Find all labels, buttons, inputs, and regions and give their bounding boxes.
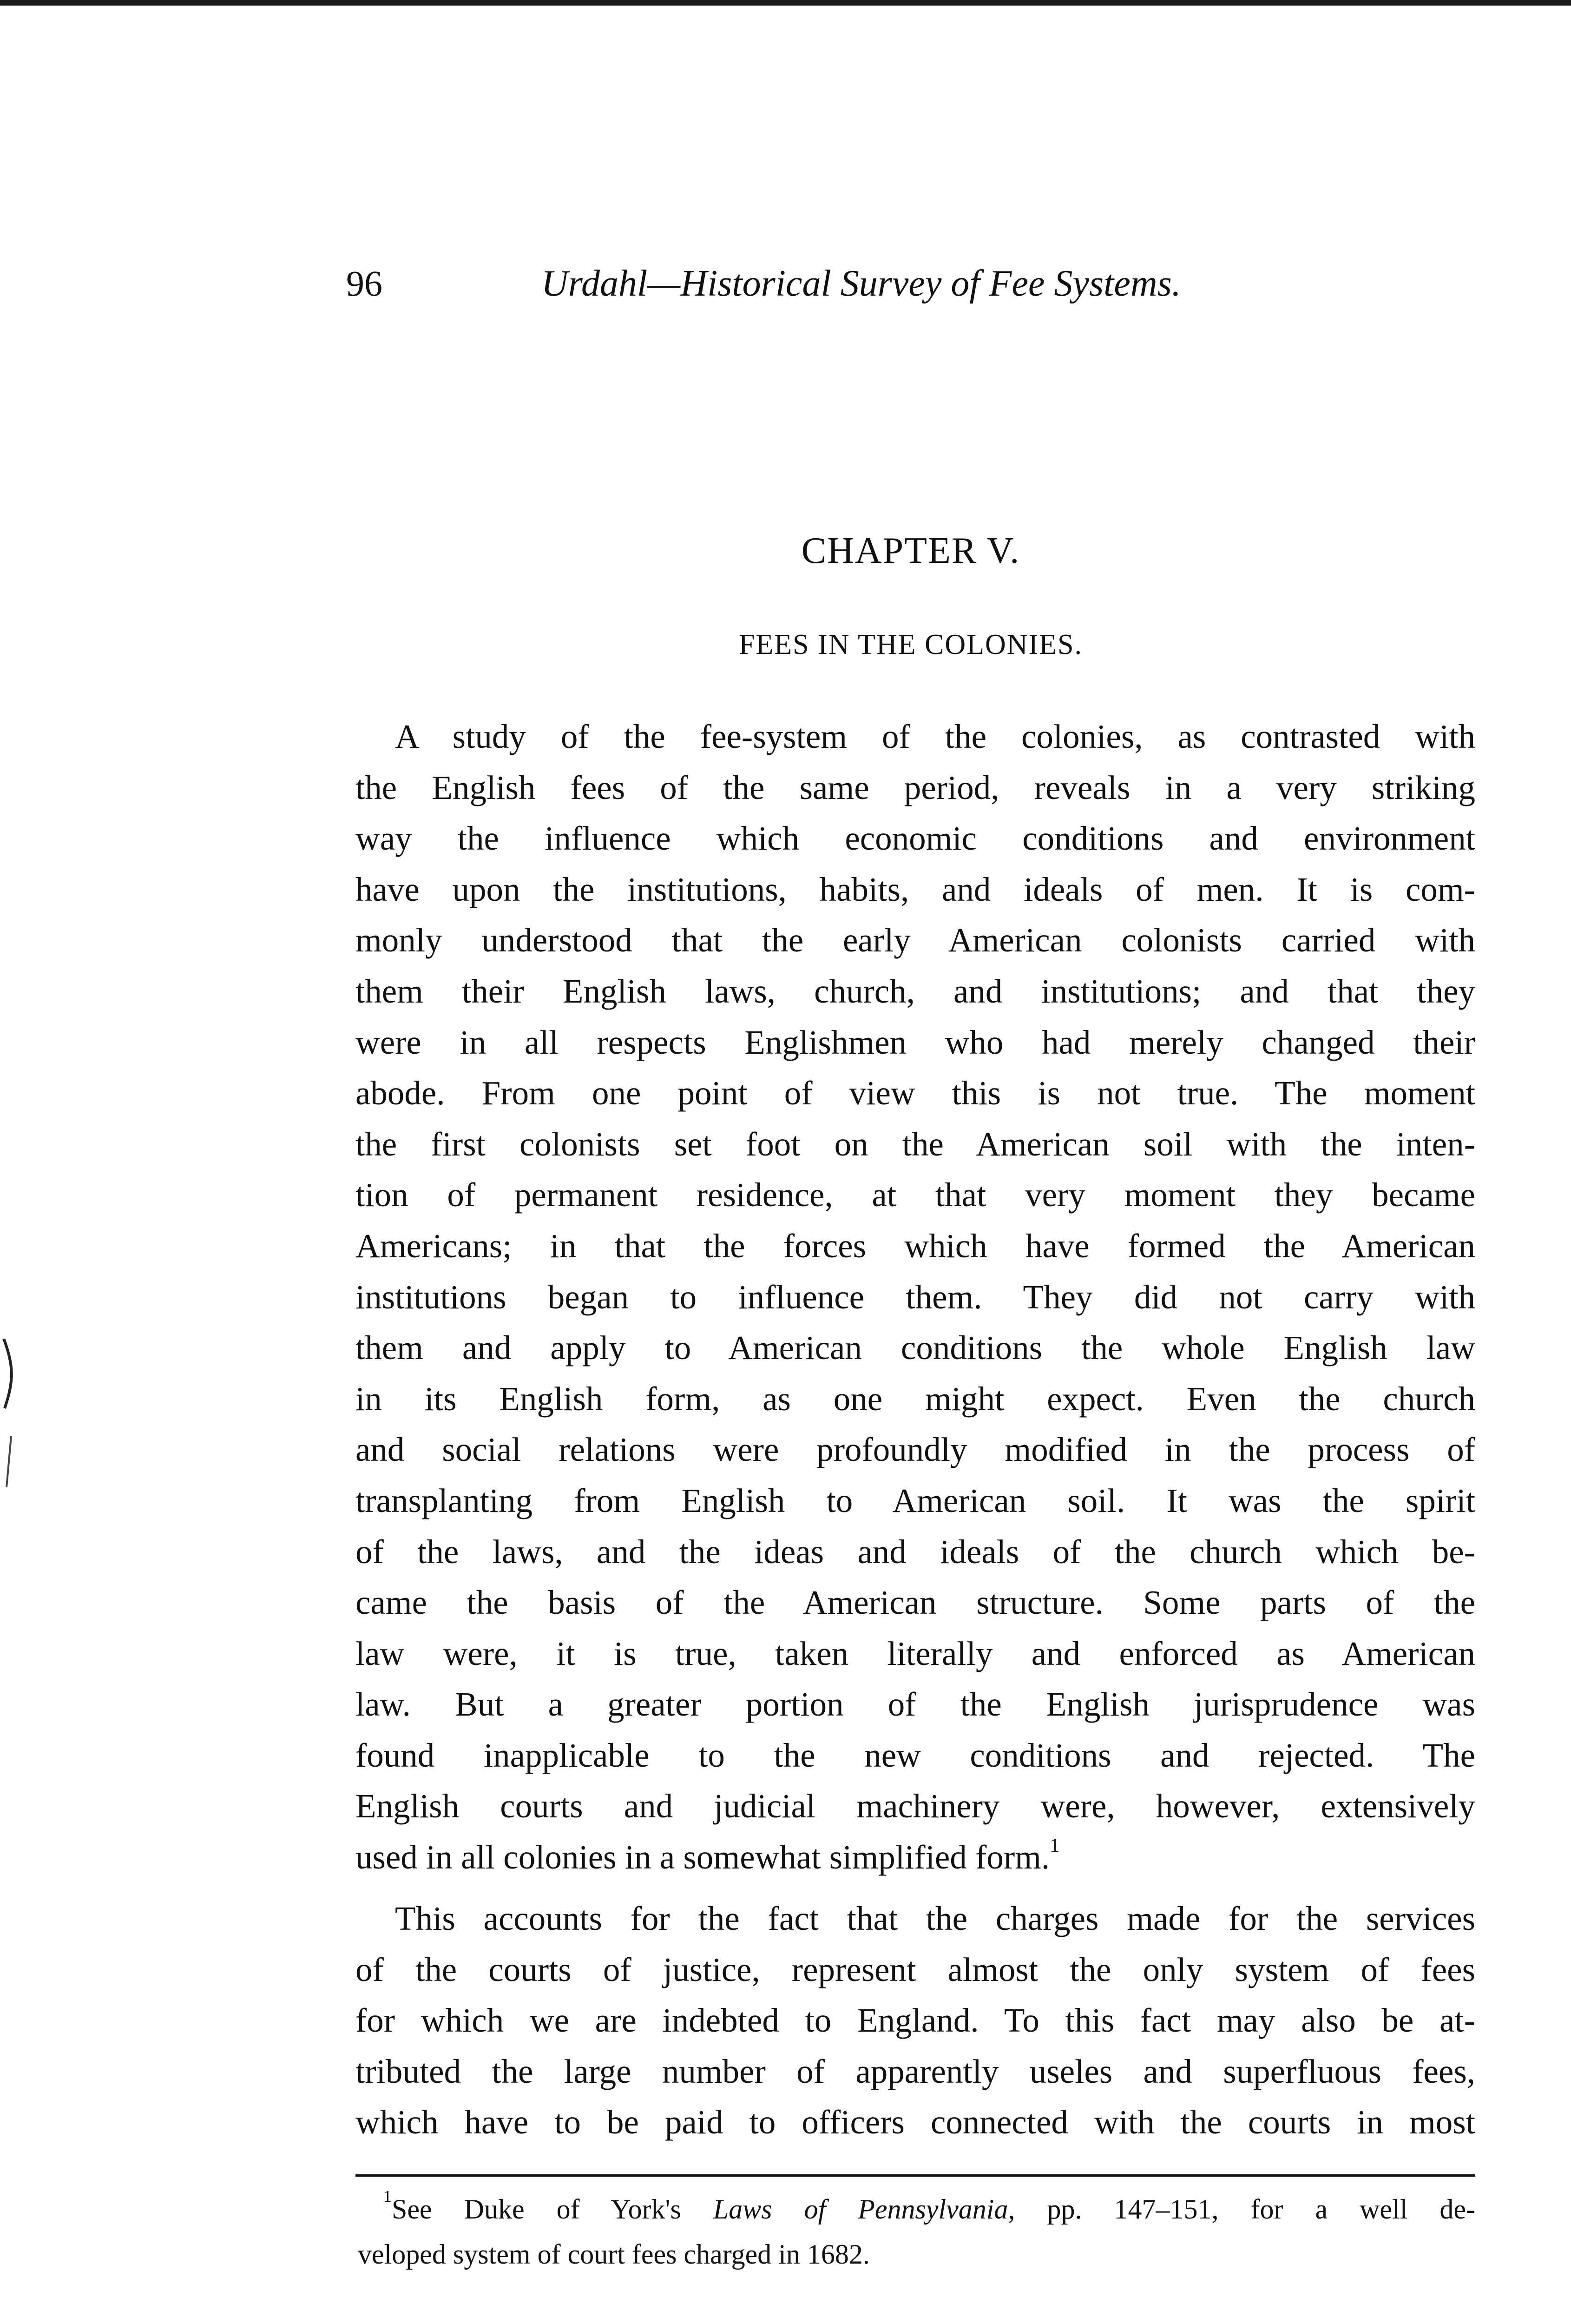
paragraph-line: law. But a greater portion of the English jurisprudence was — [355, 1685, 1475, 1723]
footnote-text: See Duke of York's — [392, 2194, 713, 2225]
footnote-cited-title: Laws of Pennsylvania — [713, 2194, 1008, 2225]
paragraph-line: in its English form, as one might expect. Even the church — [355, 1380, 1475, 1418]
paragraph-line: tributed the large number of apparently useles and superfluous fees, — [355, 2052, 1475, 2090]
paragraph-line: law were, it is true, taken literally and enforced as American — [355, 1634, 1475, 1672]
footnote-divider — [355, 2174, 1475, 2177]
paragraph-line: which have to be paid to officers connected with the courts in most — [355, 2103, 1475, 2141]
footnote-text: , pp. 147–151, for a well de- — [1008, 2194, 1476, 2225]
paragraph-line: came the basis of the American structure. Some parts of the — [355, 1584, 1475, 1622]
paragraph-line: institutions began to influence them. They did not carry with — [355, 1278, 1475, 1316]
paragraph-line-last — [355, 1832, 1475, 1883]
paragraph-line: were in all respects Englishmen who had merely changed their — [355, 1023, 1475, 1061]
page-number: 96 — [346, 263, 382, 304]
paragraph-line: for which we are indebted to England. To this fact may also be at- — [355, 2001, 1475, 2040]
section-title: FEES IN THE COLONIES. — [738, 629, 1083, 660]
paragraph-line: A study of the fee-system of the colonies, as contrasted with — [395, 718, 1475, 755]
footnote-marker: 1 — [383, 2187, 392, 2205]
paragraph-line: them and apply to American conditions the whole English law — [355, 1329, 1475, 1367]
paragraph-line: English courts and judicial machinery were, however, extensively — [355, 1787, 1475, 1825]
paragraph-line: the first colonists set foot on the American soil with the inten- — [355, 1125, 1475, 1163]
paragraph-line: and social relations were profoundly modified in the process of — [355, 1431, 1475, 1469]
paragraph-2 — [355, 1893, 1475, 2148]
footnote-line: veloped system of court fees charged in 1682. — [358, 2239, 870, 2270]
paragraph-line: transplanting from English to American soil. It was the spirit — [355, 1481, 1475, 1519]
scan-edge-top — [0, 0, 1571, 6]
paragraph-line: found inapplicable to the new conditions and rejected. The — [355, 1736, 1475, 1774]
paragraph-line: of the courts of justice, represent almost the only system of fees — [355, 1950, 1475, 1988]
paragraph-line: abode. From one point of view this is not true. The moment — [355, 1074, 1475, 1112]
footnote-reference: 1 — [1050, 1835, 1060, 1857]
paragraph-line: monly understood that the early American colonists carried with — [355, 921, 1475, 959]
footnote — [358, 2187, 1475, 2277]
paragraph-line: tion of permanent residence, at that very moment they became — [355, 1176, 1475, 1214]
paragraph-line: the English fees of the same period, reveals in a very striking — [355, 768, 1475, 806]
chapter-title: CHAPTER V. — [801, 530, 1020, 571]
page-header — [346, 263, 1301, 314]
footnote-line — [358, 2187, 1475, 2232]
paragraph-line: way the influence which economic conditions and environment — [355, 819, 1475, 858]
paragraph-1 — [355, 711, 1475, 1883]
paragraph-line: This accounts for the fact that the charges made for the services — [395, 1900, 1475, 1937]
paragraph-line: Americans; in that the forces which have formed the American — [355, 1227, 1475, 1265]
paragraph-line-text: used in all colonies in a somewhat simplified form. — [355, 1838, 1050, 1876]
margin-scan-mark — [0, 1339, 23, 1497]
paragraph-line: have upon the institutions, habits, and ideals of men. It is com- — [355, 870, 1475, 908]
paragraph-line: of the laws, and the ideas and ideals of the church which be- — [355, 1532, 1475, 1571]
running-title: Urdahl—Historical Survey of Fee Systems. — [541, 263, 1181, 304]
paragraph-line: them their English laws, church, and institutions; and that they — [355, 972, 1475, 1010]
